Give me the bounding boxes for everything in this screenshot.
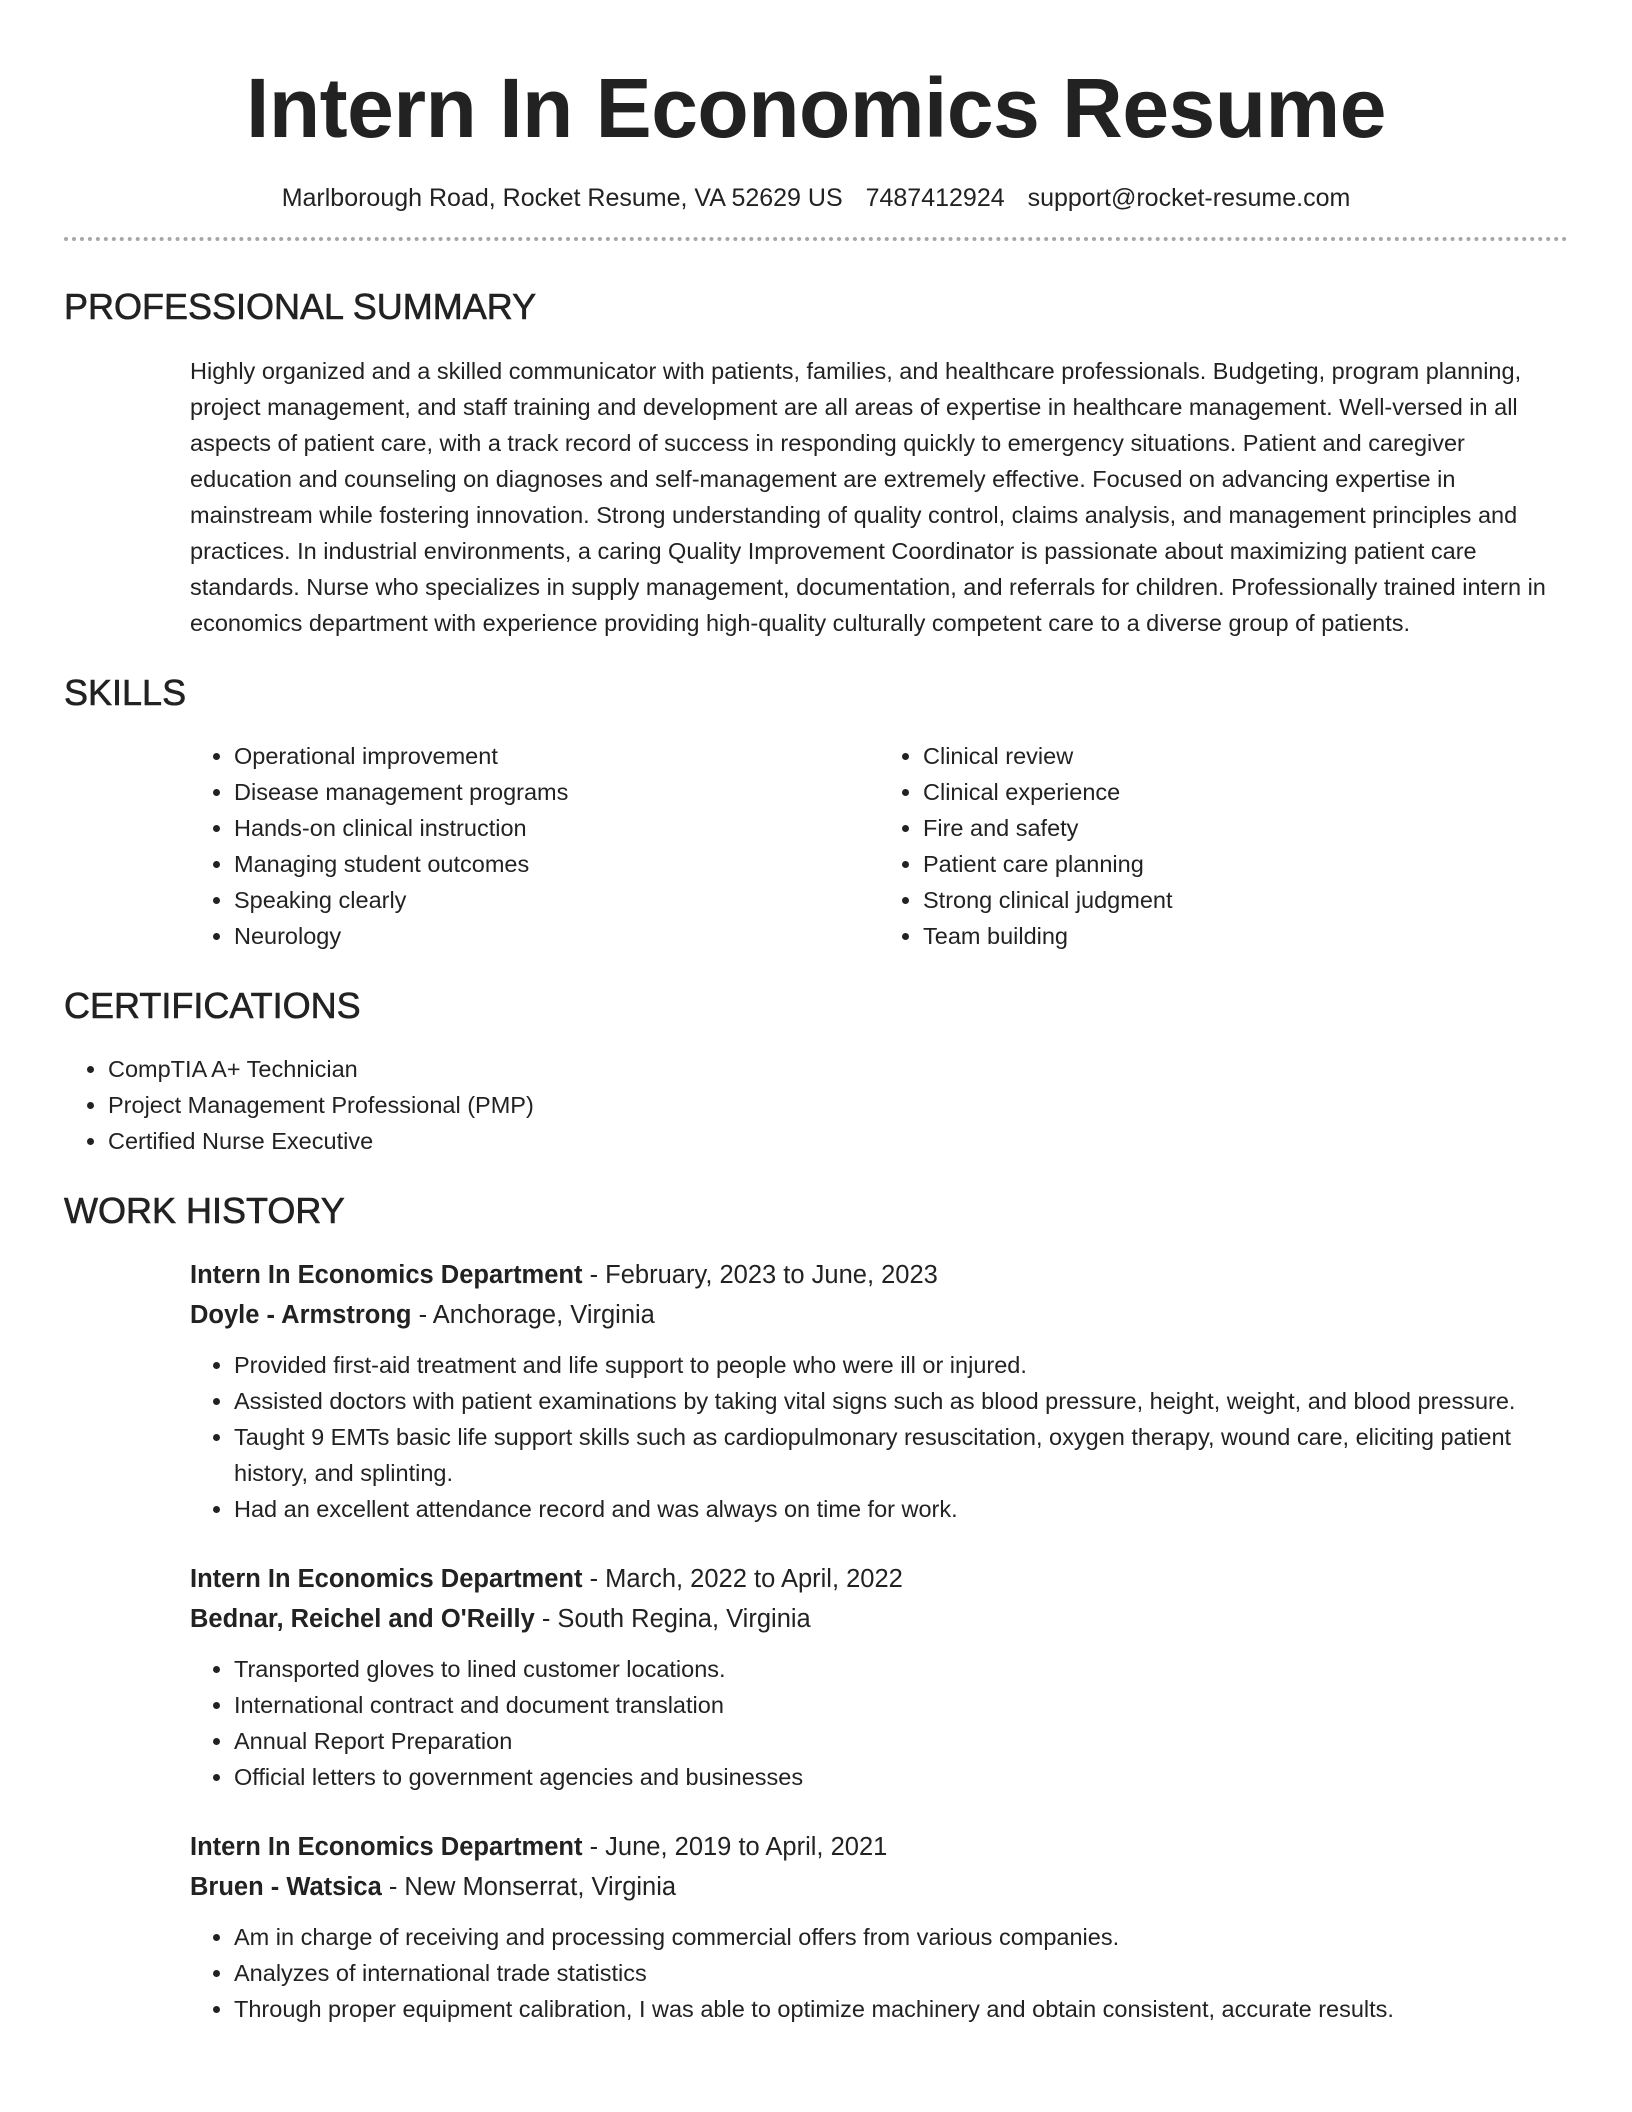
resume-title: Intern In Economics Resume <box>246 61 1386 155</box>
header-divider <box>64 237 1568 241</box>
skill-item: • Hands-on clinical instruction <box>234 810 879 846</box>
contact-address: Marlborough Road, Rocket Resume, VA 52629 US <box>281 184 843 212</box>
job-duty: • Assisted doctors with patient examinations by taking vital signs such as blood pressure, height, weight, and blood pressure. <box>234 1383 1568 1419</box>
certifications-heading: CERTIFICATIONS <box>64 985 361 1026</box>
job-company-line <box>190 1295 1568 1335</box>
job-duty: • Official letters to government agencies and businesses <box>234 1759 1568 1795</box>
job-dates: - June, 2019 to April, 2021 <box>589 1833 888 1861</box>
skill-item: • Team building <box>923 918 1568 954</box>
skill-item: • Neurology <box>234 918 879 954</box>
job-title-line <box>190 1827 1568 1867</box>
job-duty: • Transported gloves to lined customer locations. <box>234 1651 1568 1687</box>
job-company: Bednar, Reichel and O'Reilly <box>190 1605 535 1633</box>
job-company-line <box>190 1599 1568 1639</box>
job-dates: - February, 2023 to June, 2023 <box>589 1261 938 1289</box>
job-duty: • Analyzes of international trade statistics <box>234 1955 1568 1991</box>
summary-heading: PROFESSIONAL SUMMARY <box>64 286 537 327</box>
skill-item: • Disease management programs <box>234 774 879 810</box>
job-dates: - March, 2022 to April, 2022 <box>589 1565 903 1593</box>
job-duties-list <box>190 1651 1568 1795</box>
job-duties-list <box>190 1919 1568 2027</box>
work-history-section <box>64 1189 1568 2027</box>
contact-phone: 7487412924 <box>865 184 1005 212</box>
certification-item: • Certified Nurse Executive <box>108 1123 1568 1159</box>
job-location: - Anchorage, Virginia <box>418 1301 655 1329</box>
certification-item: • Project Management Professional (PMP) <box>108 1087 1568 1123</box>
skills-heading: SKILLS <box>64 672 187 713</box>
job-duty: • Am in charge of receiving and processing commercial offers from various companies. <box>234 1919 1568 1955</box>
job-title: Intern In Economics Department <box>190 1565 583 1593</box>
skill-item: • Clinical experience <box>923 774 1568 810</box>
resume-page <box>64 0 1568 2027</box>
job-company: Bruen - Watsica <box>190 1873 382 1901</box>
job-location: - New Monserrat, Virginia <box>388 1873 677 1901</box>
job-entry <box>190 1255 1568 1527</box>
job-company-line <box>190 1867 1568 1907</box>
job-company: Doyle - Armstrong <box>190 1301 412 1329</box>
job-duty: • Provided first-aid treatment and life support to people who were ill or injured. <box>234 1347 1568 1383</box>
skills-list-right <box>879 738 1568 954</box>
work-history-heading: WORK HISTORY <box>64 1190 345 1231</box>
job-duty: • Had an excellent attendance record and was always on time for work. <box>234 1491 1568 1527</box>
skill-item: • Clinical review <box>923 738 1568 774</box>
certification-item: • CompTIA A+ Technician <box>108 1051 1568 1087</box>
job-duties-list <box>190 1347 1568 1527</box>
job-duty: • Through proper equipment calibration, I was able to optimize machinery and obtain consistent, accurate results. <box>234 1991 1568 2027</box>
skills-list-left <box>190 738 879 954</box>
job-duty: • International contract and document translation <box>234 1687 1568 1723</box>
job-title: Intern In Economics Department <box>190 1833 583 1861</box>
contact-line <box>64 182 1568 214</box>
skill-item: • Strong clinical judgment <box>923 882 1568 918</box>
certifications-section <box>64 984 1568 1159</box>
job-entry <box>190 1827 1568 2027</box>
skill-item: • Patient care planning <box>923 846 1568 882</box>
job-title: Intern In Economics Department <box>190 1261 583 1289</box>
summary-text: Highly organized and a skilled communicator with patients, families, and healthcare professionals. Budgeting, program planning, project management, and staff training and development are all areas of expertise in healthcare management. Well-versed in all aspects of patient care, with a track record of success in responding quickly to emergency situations. Patient and caregiver education and counseling on diagnoses and self-management are extremely effective. Focused on advancing expertise in mainstream while fostering innovation. Strong understanding of quality control, claims analysis, and management principles and practices. In industrial environments, a caring Quality Improvement Coordinator is passionate about maximizing patient care standards. Nurse who specializes in supply management, documentation, and referrals for children. Professionally trained intern in economics department with experience providing high-quality culturally competent care to a diverse group of patients. <box>190 358 1546 636</box>
skill-item: • Managing student outcomes <box>234 846 879 882</box>
skill-item: • Fire and safety <box>923 810 1568 846</box>
summary-section <box>64 285 1568 641</box>
job-location: - South Regina, Virginia <box>541 1605 811 1633</box>
job-entry <box>190 1559 1568 1795</box>
skills-section <box>64 671 1568 954</box>
skill-item: • Operational improvement <box>234 738 879 774</box>
job-duty: • Annual Report Preparation <box>234 1723 1568 1759</box>
skills-grid <box>190 738 1568 954</box>
job-title-line <box>190 1255 1568 1295</box>
skill-item: • Speaking clearly <box>234 882 879 918</box>
certifications-list <box>64 1051 1568 1159</box>
contact-email: support@rocket-resume.com <box>1027 184 1351 212</box>
job-title-line <box>190 1559 1568 1599</box>
job-duty: • Taught 9 EMTs basic life support skills such as cardiopulmonary resuscitation, oxygen therapy, wound care, eliciting patient history, and splinting. <box>234 1419 1568 1491</box>
